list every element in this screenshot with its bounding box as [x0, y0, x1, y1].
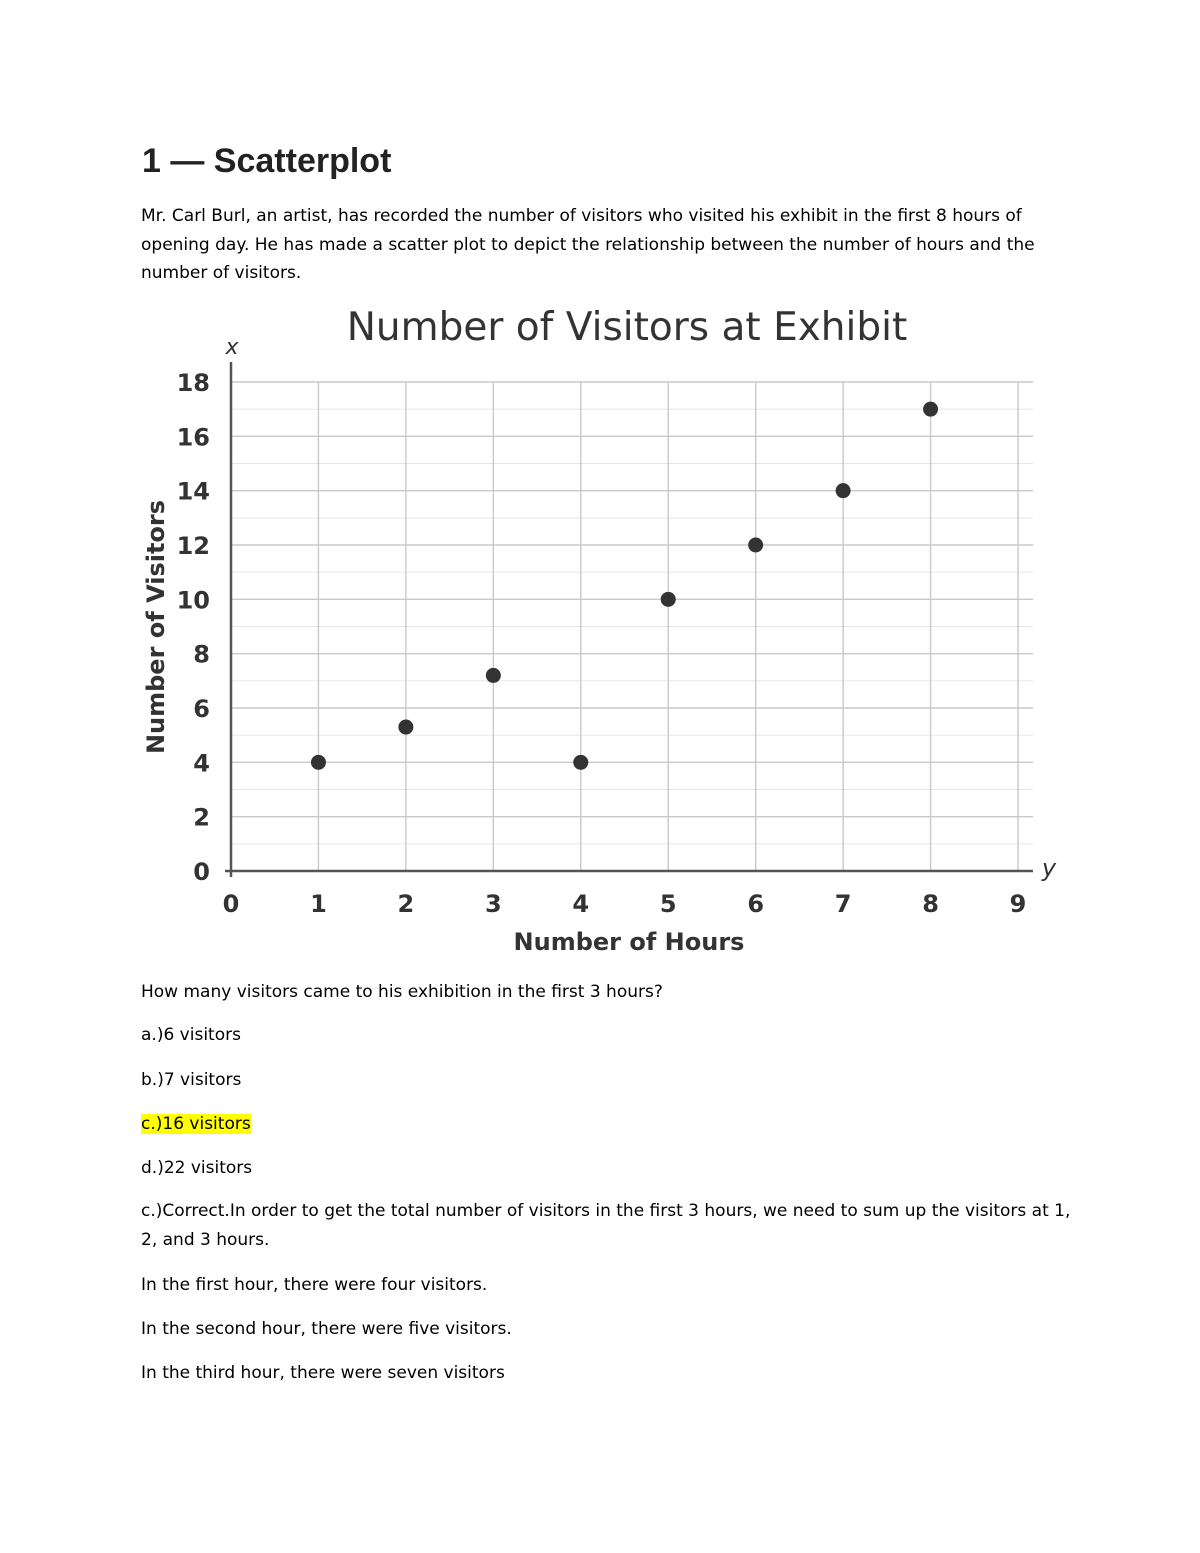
- x-axis-label: Number of Hours: [513, 928, 745, 956]
- y-tick-label: 2: [193, 803, 210, 832]
- scatterplot-chart: [130, 298, 1070, 970]
- chart-title: Number of Visitors at Exhibit: [346, 305, 908, 350]
- x-tick-label: 6: [747, 890, 765, 918]
- y-tick-label: 4: [193, 749, 210, 778]
- option-a: a.)6 visitors: [141, 1025, 241, 1045]
- scatter-point: [573, 755, 588, 770]
- x-axis-letter: y: [1041, 854, 1057, 882]
- scatter-point: [923, 402, 938, 417]
- x-tick-label: 1: [310, 890, 327, 918]
- x-tick-label: 0: [222, 890, 240, 918]
- scatter-point: [486, 668, 501, 683]
- y-tick-label: 0: [193, 858, 210, 886]
- x-tick-label: 5: [659, 890, 677, 918]
- x-tick-label: 4: [572, 890, 590, 918]
- step-1: In the first hour, there were four visitors.: [141, 1275, 488, 1295]
- scatter-point: [661, 592, 676, 607]
- option-c-row: [141, 1112, 251, 1136]
- x-tick-label: 9: [1009, 890, 1027, 918]
- x-tick-label: 2: [397, 890, 415, 918]
- y-tick-label: 16: [176, 423, 210, 452]
- step-2: In the second hour, there were five visitors.: [141, 1319, 512, 1339]
- y-axis-label: Number of Visitors: [142, 499, 170, 755]
- y-tick-label: 10: [176, 586, 210, 615]
- y-axis-letter: x: [225, 335, 239, 360]
- scatter-point: [398, 720, 413, 735]
- scatterplot-svg: [130, 298, 1070, 970]
- scatter-point: [311, 755, 326, 770]
- y-tick-label: 6: [193, 695, 210, 723]
- intro-paragraph: Mr. Carl Burl, an artist, has recorded the number of visitors who visited his exhibit in the first 8 hours of opening day. He has made a scatter plot to depict the relationship between the number of hours and the number of visitors.: [141, 206, 1035, 283]
- x-tick-label: 7: [834, 890, 852, 918]
- explanation-text: c.)Correct.In order to get the total number of visitors in the first 3 hours, we need to sum up the visitors at 1, 2, and 3 hours.: [141, 1201, 1071, 1250]
- y-tick-label: 14: [176, 477, 210, 506]
- y-tick-label: 18: [176, 369, 210, 397]
- label-layer: [142, 305, 1057, 956]
- step-3: In the third hour, there were seven visitors: [141, 1363, 505, 1383]
- option-d: d.)22 visitors: [141, 1158, 253, 1178]
- grid-layer: [231, 382, 1033, 871]
- option-b: b.)7 visitors: [141, 1070, 242, 1090]
- scatter-point: [836, 483, 851, 498]
- x-tick-label: 3: [484, 890, 502, 918]
- y-tick-label: 12: [176, 532, 210, 560]
- section-heading: 1 — Scatterplot: [142, 142, 392, 180]
- point-layer: [311, 402, 938, 770]
- scatter-point: [748, 538, 763, 553]
- axis-layer: [177, 362, 1033, 918]
- y-tick-label: 8: [193, 640, 210, 669]
- x-tick-label: 8: [922, 890, 939, 918]
- option-c: c.)16 visitors: [141, 1114, 251, 1134]
- question-text: How many visitors came to his exhibition in the first 3 hours?: [141, 982, 663, 1002]
